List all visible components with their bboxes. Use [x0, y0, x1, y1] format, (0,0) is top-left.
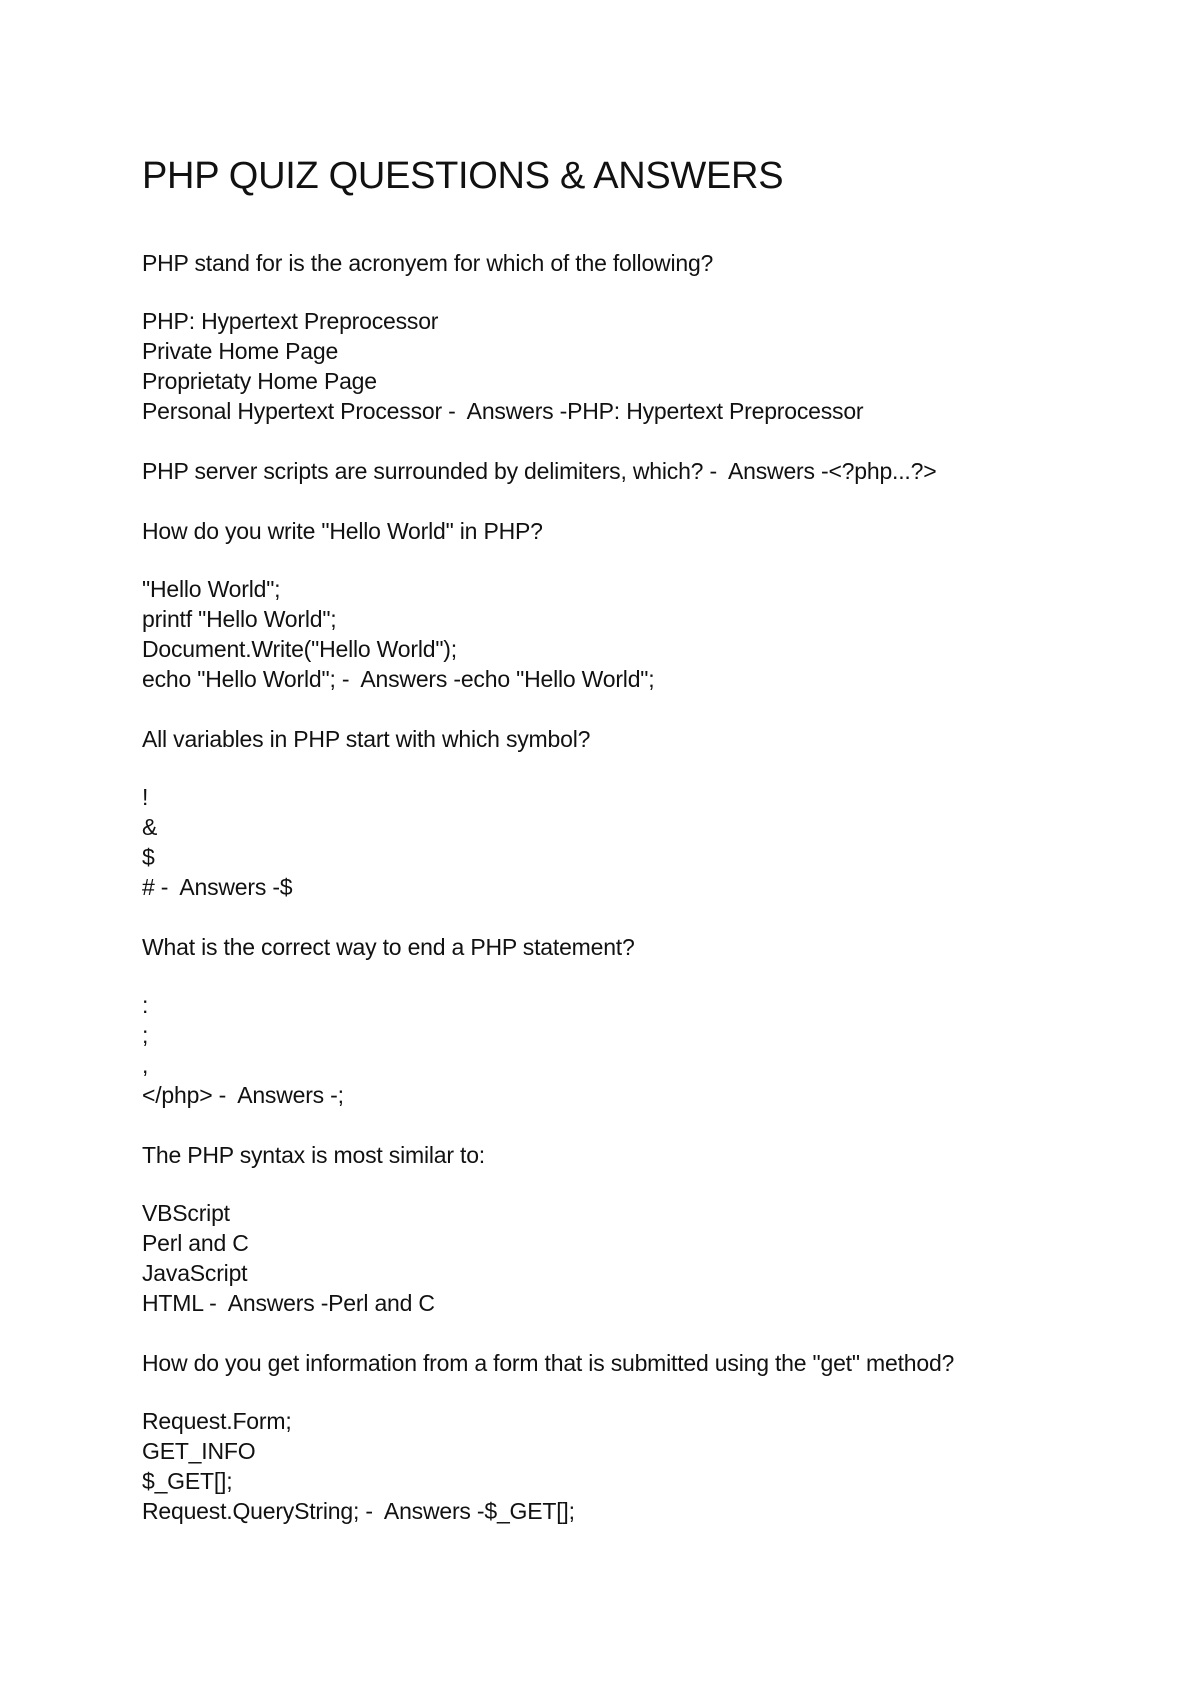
- answer-option: "Hello World";: [142, 576, 281, 602]
- qa-item: [142, 1140, 1142, 1318]
- qa-item: [142, 932, 1142, 1110]
- answer-option: GET_INFO: [142, 1438, 256, 1464]
- answer-option: !: [142, 784, 149, 810]
- answer-option: echo "Hello World"; - Answers -echo "Hello World";: [142, 666, 655, 692]
- answer-option: Perl and C: [142, 1230, 249, 1256]
- question-text: What is the correct way to end a PHP statement?: [142, 934, 635, 960]
- qa-item: [142, 456, 1142, 486]
- answer-option: $_GET[];: [142, 1468, 233, 1494]
- question-text: All variables in PHP start with which symbol?: [142, 726, 591, 752]
- qa-item: [142, 248, 1142, 426]
- qa-item: [142, 516, 1142, 694]
- answer-option: HTML - Answers -Perl and C: [142, 1290, 435, 1316]
- document-content: [142, 150, 1142, 1556]
- question-text: How do you write "Hello World" in PHP?: [142, 518, 543, 544]
- answer-option: Private Home Page: [142, 338, 339, 364]
- answer-option: # - Answers -$: [142, 874, 293, 900]
- page-title: PHP QUIZ QUESTIONS & ANSWERS: [142, 155, 784, 197]
- answer-option: Request.QueryString; - Answers -$_GET[];: [142, 1498, 575, 1524]
- answer-option: Document.Write("Hello World");: [142, 636, 457, 662]
- answer-option: Personal Hypertext Processor - Answers -PHP: Hypertext Preprocessor: [142, 398, 864, 424]
- question-text: PHP stand for is the acronyem for which of the following?: [142, 250, 714, 276]
- answer-option: Proprietaty Home Page: [142, 368, 377, 394]
- answer-option: ;: [142, 1022, 149, 1048]
- answer-option: $: [142, 844, 155, 870]
- answer-option: :: [142, 992, 149, 1018]
- qa-item: [142, 1348, 1142, 1526]
- answer-option: JavaScript: [142, 1260, 248, 1286]
- qa-list: [142, 248, 1142, 1526]
- qa-item: [142, 724, 1142, 902]
- answer-option: VBScript: [142, 1200, 230, 1226]
- answer-option: &: [142, 814, 158, 840]
- answer-option: Request.Form;: [142, 1408, 292, 1434]
- answer-option: ,: [142, 1052, 149, 1078]
- answer-option: PHP: Hypertext Preprocessor: [142, 308, 439, 334]
- question-text: The PHP syntax is most similar to:: [142, 1142, 485, 1168]
- question-text: How do you get information from a form that is submitted using the "get" method?: [142, 1350, 955, 1376]
- answer-option: </php> - Answers -;: [142, 1082, 344, 1108]
- question-text: PHP server scripts are surrounded by delimiters, which? - Answers -<?php...?>: [142, 458, 937, 484]
- answer-option: printf "Hello World";: [142, 606, 337, 632]
